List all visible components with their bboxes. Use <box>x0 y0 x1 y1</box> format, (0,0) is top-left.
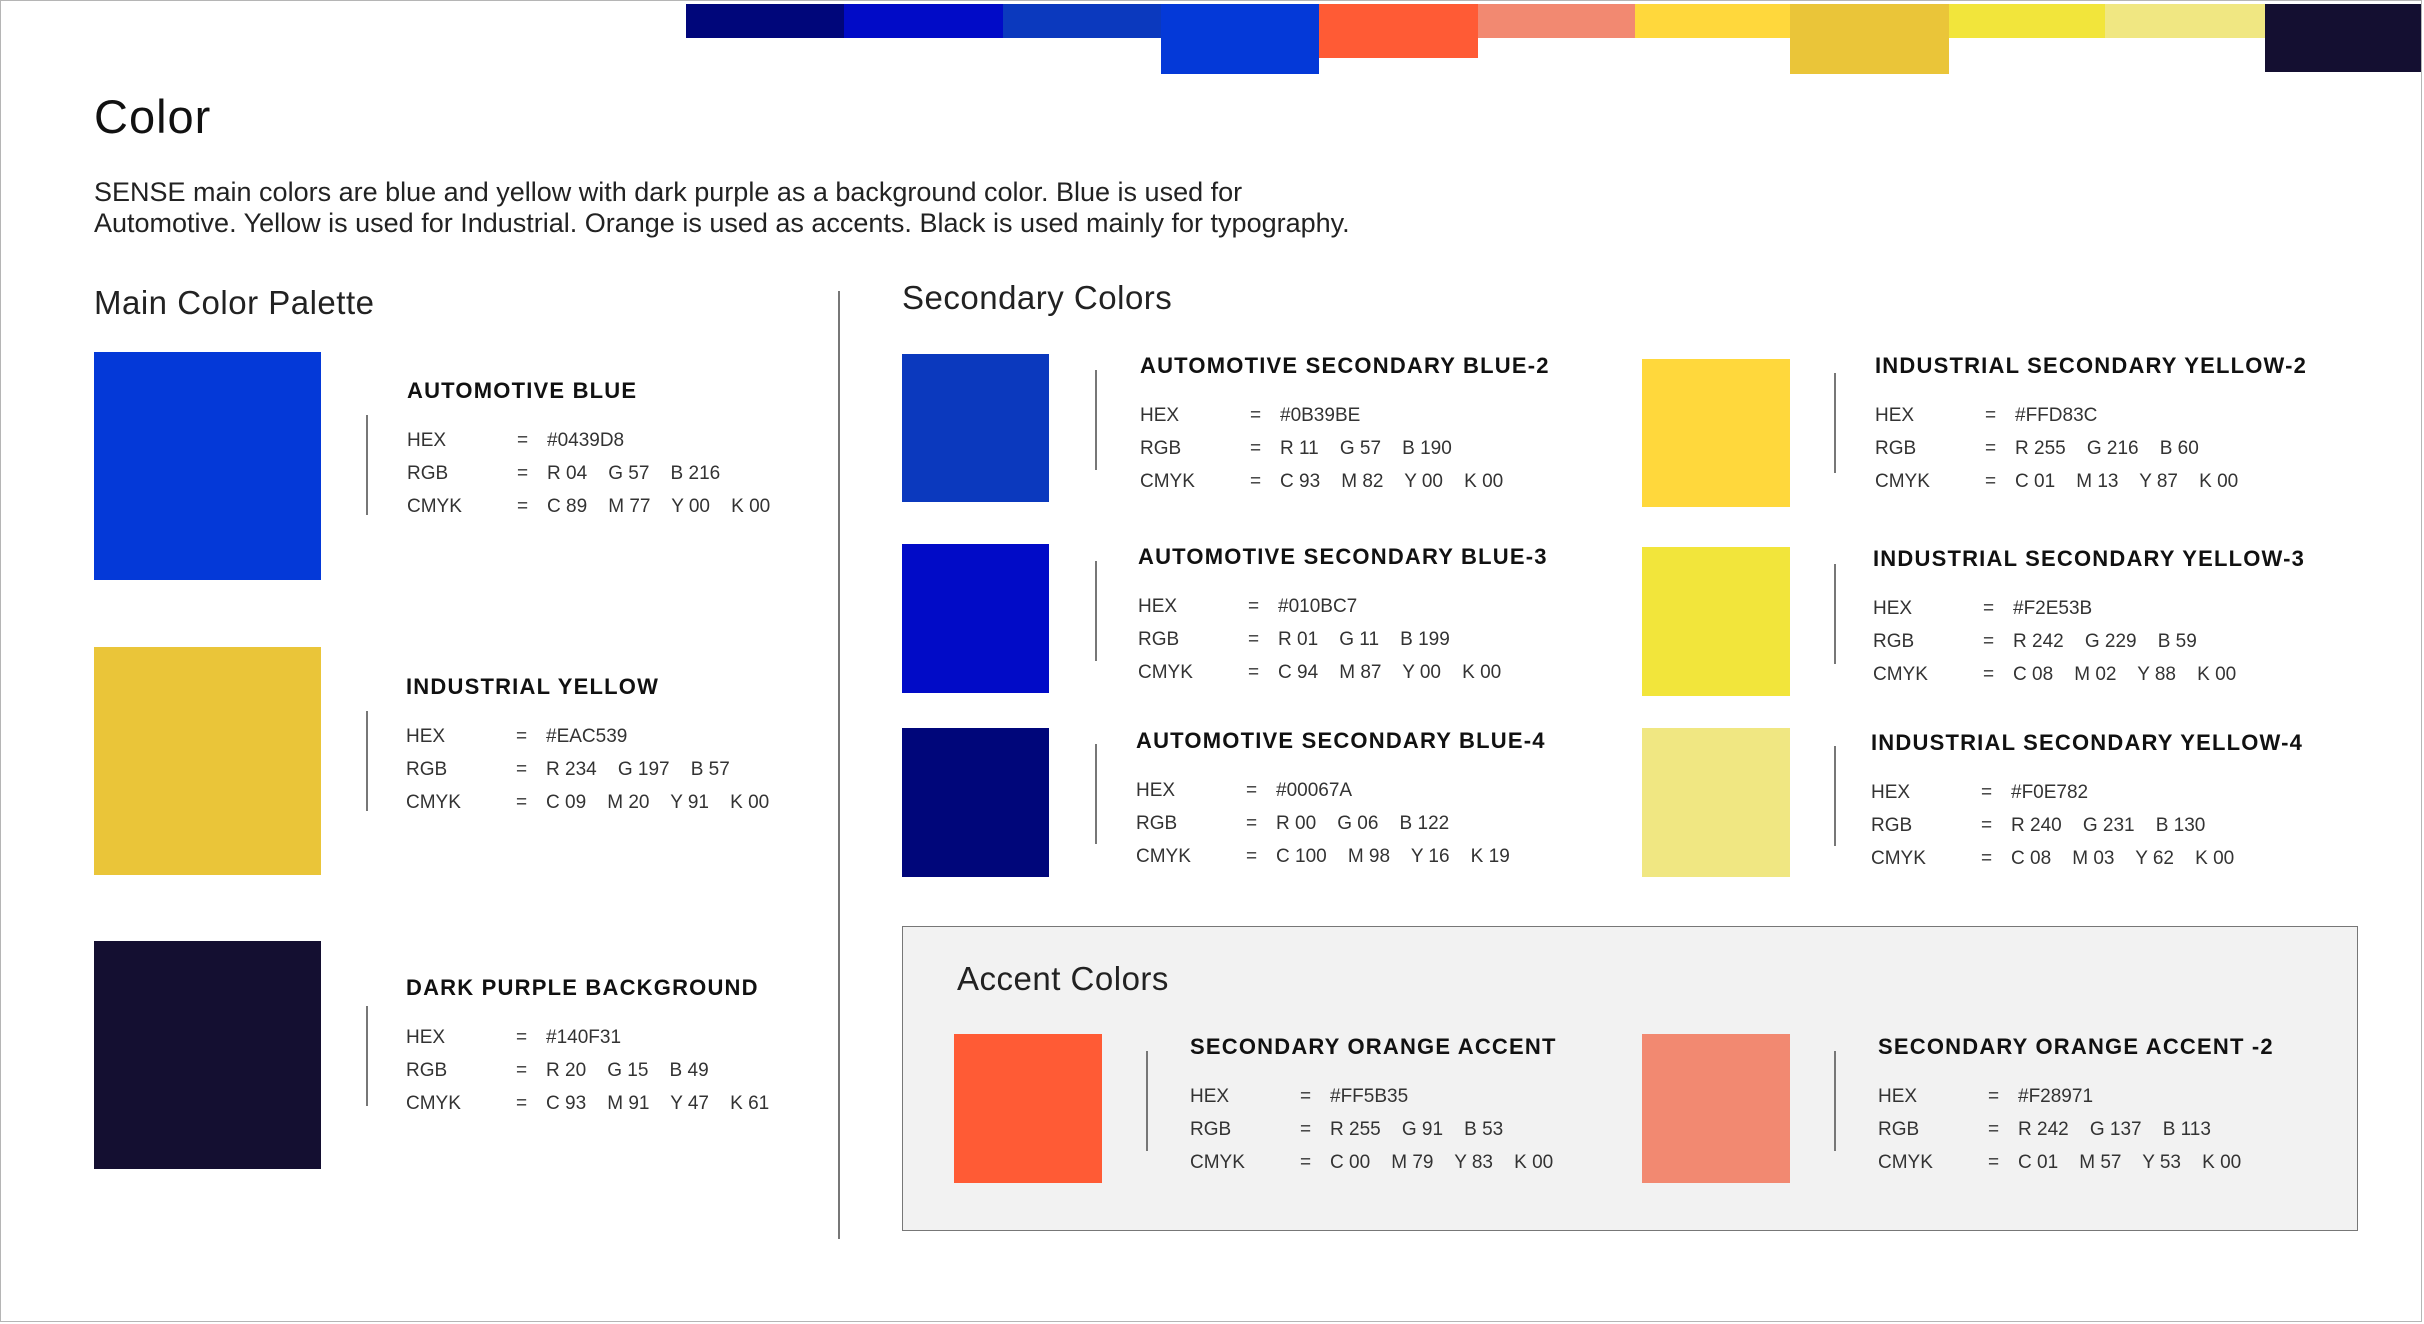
secondary-orange-accent-info <box>1190 1034 1557 1179</box>
color-name: SECONDARY ORANGE ACCENT -2 <box>1878 1034 2274 1059</box>
equals-sign: = <box>1248 629 1260 650</box>
cmyk-value: C 00 M 79 Y 83 K 00 <box>1330 1152 1554 1173</box>
cmyk-label: CMYK <box>1136 846 1191 867</box>
automotive-secondary-blue-3-swatch <box>902 544 1049 693</box>
page-title: Color <box>94 90 212 143</box>
divider-tick <box>366 1006 368 1106</box>
cmyk-label: CMYK <box>1140 471 1195 492</box>
automotive-secondary-blue-2-swatch <box>902 354 1049 502</box>
secondary-orange-accent-2-swatch <box>1642 1034 1790 1183</box>
equals-sign: = <box>517 430 529 451</box>
rgb-value: R 255 G 91 B 53 <box>1330 1119 1504 1140</box>
equals-sign: = <box>516 792 528 813</box>
equals-sign: = <box>1985 471 1997 492</box>
accent-colors-title: Accent Colors <box>957 960 1169 997</box>
automotive-blue-info <box>407 378 770 523</box>
rgb-value: R 240 G 231 B 130 <box>2011 815 2206 836</box>
divider-tick <box>1095 561 1097 661</box>
hex-label: HEX <box>406 726 446 747</box>
equals-sign: = <box>1981 815 1993 836</box>
color-name: AUTOMOTIVE SECONDARY BLUE-4 <box>1136 728 1546 753</box>
column-divider <box>838 291 840 1239</box>
divider-tick <box>1146 1051 1148 1151</box>
top-color-bar <box>2265 4 2422 72</box>
divider-tick <box>1095 744 1097 844</box>
intro-line-1: SENSE main colors are blue and yellow with dark purple as a background color. Blue is used for <box>94 177 1243 207</box>
cmyk-value: C 01 M 13 Y 87 K 00 <box>2015 471 2239 492</box>
hex-row <box>1875 399 2307 432</box>
rgb-value: R 11 G 57 B 190 <box>1280 438 1452 459</box>
cmyk-label: CMYK <box>1190 1152 1245 1173</box>
color-name: AUTOMOTIVE SECONDARY BLUE-3 <box>1138 544 1548 569</box>
cmyk-row <box>407 490 770 523</box>
equals-sign: = <box>1248 662 1260 683</box>
cmyk-value: C 01 M 57 Y 53 K 00 <box>2018 1152 2242 1173</box>
divider-tick <box>1834 564 1836 664</box>
cmyk-label: CMYK <box>1873 664 1928 685</box>
cmyk-label: CMYK <box>1878 1152 1933 1173</box>
hex-label: HEX <box>406 1027 446 1048</box>
hex-label: HEX <box>1138 596 1178 617</box>
cmyk-label: CMYK <box>407 496 462 517</box>
rgb-value: R 20 G 15 B 49 <box>546 1060 709 1081</box>
rgb-label: RGB <box>407 463 449 484</box>
color-name: AUTOMOTIVE BLUE <box>407 378 638 403</box>
cmyk-row <box>1871 842 2303 875</box>
hex-value: #F2E53B <box>2013 598 2093 619</box>
equals-sign: = <box>1981 782 1993 803</box>
industrial-secondary-yellow-3-info <box>1873 546 2305 691</box>
hex-row <box>406 1021 769 1054</box>
rgb-row <box>1873 625 2305 658</box>
hex-value: #FFD83C <box>2015 405 2098 426</box>
top-color-bar <box>1003 4 1161 38</box>
rgb-row <box>1190 1113 1557 1146</box>
equals-sign: = <box>1300 1152 1312 1173</box>
equals-sign: = <box>1985 438 1997 459</box>
rgb-label: RGB <box>1875 438 1917 459</box>
hex-row <box>1878 1080 2274 1113</box>
equals-sign: = <box>1300 1086 1312 1107</box>
rgb-label: RGB <box>1871 815 1913 836</box>
intro-line-2: Automotive. Yellow is used for Industrial. Orange is used as accents. Black is used mainly for typography. <box>94 208 1350 238</box>
cmyk-value: C 93 M 82 Y 00 K 00 <box>1280 471 1504 492</box>
dark-purple-background-info <box>406 975 769 1120</box>
equals-sign: = <box>1983 598 1995 619</box>
cmyk-value: C 08 M 03 Y 62 K 00 <box>2011 848 2235 869</box>
top-color-bar <box>1319 4 1478 58</box>
equals-sign: = <box>1246 780 1258 801</box>
rgb-label: RGB <box>406 1060 448 1081</box>
color-name: INDUSTRIAL SECONDARY YELLOW-3 <box>1873 546 2306 571</box>
hex-label: HEX <box>1878 1086 1918 1107</box>
color-name: SECONDARY ORANGE ACCENT <box>1190 1034 1557 1059</box>
color-name: INDUSTRIAL YELLOW <box>406 674 660 699</box>
rgb-value: R 04 G 57 B 216 <box>547 463 721 484</box>
hex-label: HEX <box>1190 1086 1230 1107</box>
cmyk-label: CMYK <box>1875 471 1930 492</box>
industrial-secondary-yellow-4-swatch <box>1642 728 1790 877</box>
equals-sign: = <box>1988 1119 2000 1140</box>
industrial-secondary-yellow-2-info <box>1875 353 2307 498</box>
hex-value: #FF5B35 <box>1330 1086 1409 1107</box>
equals-sign: = <box>1250 438 1262 459</box>
hex-row <box>407 424 770 457</box>
top-color-bar <box>1949 4 2105 38</box>
divider-tick <box>1095 370 1097 470</box>
rgb-label: RGB <box>1878 1119 1920 1140</box>
equals-sign: = <box>516 1060 528 1081</box>
main-palette-title: Main Color Palette <box>94 284 375 321</box>
equals-sign: = <box>517 496 529 517</box>
rgb-value: R 234 G 197 B 57 <box>546 759 730 780</box>
divider-tick <box>1834 746 1836 846</box>
hex-value: #00067A <box>1276 780 1353 801</box>
industrial-secondary-yellow-4-info <box>1871 730 2303 875</box>
cmyk-row <box>1878 1146 2274 1179</box>
hex-label: HEX <box>1873 598 1913 619</box>
color-name: INDUSTRIAL SECONDARY YELLOW-4 <box>1871 730 2304 755</box>
hex-row <box>1138 590 1548 623</box>
equals-sign: = <box>1988 1086 2000 1107</box>
equals-sign: = <box>1983 631 1995 652</box>
equals-sign: = <box>1250 471 1262 492</box>
top-color-bar <box>1478 4 1635 38</box>
cmyk-value: C 09 M 20 Y 91 K 00 <box>546 792 770 813</box>
cmyk-value: C 89 M 77 Y 00 K 00 <box>547 496 771 517</box>
top-color-bar <box>2105 4 2265 38</box>
rgb-row <box>406 753 769 786</box>
hex-value: #010BC7 <box>1278 596 1358 617</box>
rgb-value: R 01 G 11 B 199 <box>1278 629 1450 650</box>
secondary-orange-accent-swatch <box>954 1034 1102 1183</box>
hex-row <box>1190 1080 1557 1113</box>
equals-sign: = <box>516 759 528 780</box>
cmyk-label: CMYK <box>406 1093 461 1114</box>
equals-sign: = <box>1985 405 1997 426</box>
automotive-secondary-blue-4-swatch <box>902 728 1049 877</box>
rgb-row <box>406 1054 769 1087</box>
equals-sign: = <box>516 726 528 747</box>
cmyk-label: CMYK <box>406 792 461 813</box>
hex-label: HEX <box>1871 782 1911 803</box>
rgb-label: RGB <box>1873 631 1915 652</box>
equals-sign: = <box>1988 1152 2000 1173</box>
hex-value: #140F31 <box>546 1027 622 1048</box>
automotive-blue-swatch <box>94 352 321 580</box>
hex-row <box>1136 774 1546 807</box>
rgb-value: R 255 G 216 B 60 <box>2015 438 2199 459</box>
equals-sign: = <box>1248 596 1260 617</box>
industrial-yellow-info <box>406 674 769 819</box>
divider-tick <box>1834 373 1836 473</box>
equals-sign: = <box>1246 813 1258 834</box>
equals-sign: = <box>516 1027 528 1048</box>
industrial-secondary-yellow-3-swatch <box>1642 547 1790 696</box>
top-color-bar <box>844 4 1003 38</box>
cmyk-row <box>1140 465 1550 498</box>
cmyk-row <box>1136 840 1546 873</box>
cmyk-value: C 100 M 98 Y 16 K 19 <box>1276 846 1510 867</box>
hex-row <box>1871 776 2303 809</box>
hex-row <box>406 720 769 753</box>
dark-purple-background-swatch <box>94 941 321 1169</box>
rgb-label: RGB <box>1190 1119 1232 1140</box>
cmyk-row <box>1875 465 2307 498</box>
hex-label: HEX <box>1136 780 1176 801</box>
hex-row <box>1873 592 2305 625</box>
rgb-label: RGB <box>1138 629 1180 650</box>
divider-tick <box>366 711 368 811</box>
equals-sign: = <box>1983 664 1995 685</box>
rgb-value: R 242 G 229 B 59 <box>2013 631 2197 652</box>
cmyk-label: CMYK <box>1871 848 1926 869</box>
cmyk-row <box>406 786 769 819</box>
hex-value: #0439D8 <box>547 430 625 451</box>
equals-sign: = <box>1246 846 1258 867</box>
rgb-value: R 242 G 137 B 113 <box>2018 1119 2211 1140</box>
top-color-bar <box>686 4 844 38</box>
rgb-value: R 00 G 06 B 122 <box>1276 813 1450 834</box>
divider-tick <box>366 415 368 515</box>
hex-value: #EAC539 <box>546 726 628 747</box>
cmyk-row <box>1138 656 1548 689</box>
rgb-row <box>1138 623 1548 656</box>
cmyk-value: C 94 M 87 Y 00 K 00 <box>1278 662 1502 683</box>
hex-value: #F0E782 <box>2011 782 2089 803</box>
equals-sign: = <box>1300 1119 1312 1140</box>
rgb-row <box>1871 809 2303 842</box>
intro-text <box>94 177 1594 239</box>
cmyk-value: C 08 M 02 Y 88 K 00 <box>2013 664 2237 685</box>
color-name: DARK PURPLE BACKGROUND <box>406 975 759 1000</box>
hex-label: HEX <box>1875 405 1915 426</box>
divider-tick <box>1834 1051 1836 1151</box>
hex-value: #F28971 <box>2018 1086 2094 1107</box>
rgb-row <box>1875 432 2307 465</box>
equals-sign: = <box>516 1093 528 1114</box>
top-color-bar <box>1161 4 1319 74</box>
top-color-bar <box>1790 4 1949 74</box>
cmyk-row <box>406 1087 769 1120</box>
cmyk-row <box>1190 1146 1557 1179</box>
industrial-yellow-swatch <box>94 647 321 875</box>
automotive-secondary-blue-3-info <box>1138 544 1548 689</box>
automotive-secondary-blue-2-info <box>1140 353 1550 498</box>
secondary-colors-title: Secondary Colors <box>902 279 1173 316</box>
secondary-orange-accent-2-info <box>1878 1034 2274 1179</box>
hex-value: #0B39BE <box>1280 405 1361 426</box>
rgb-label: RGB <box>1136 813 1178 834</box>
rgb-row <box>1140 432 1550 465</box>
rgb-label: RGB <box>406 759 448 780</box>
cmyk-value: C 93 M 91 Y 47 K 61 <box>546 1093 770 1114</box>
color-name: INDUSTRIAL SECONDARY YELLOW-2 <box>1875 353 2308 378</box>
hex-label: HEX <box>407 430 447 451</box>
equals-sign: = <box>1250 405 1262 426</box>
top-color-bar <box>1635 4 1790 38</box>
equals-sign: = <box>517 463 529 484</box>
cmyk-row <box>1873 658 2305 691</box>
rgb-label: RGB <box>1140 438 1182 459</box>
automotive-secondary-blue-4-info <box>1136 728 1546 873</box>
hex-label: HEX <box>1140 405 1180 426</box>
rgb-row <box>1878 1113 2274 1146</box>
hex-row <box>1140 399 1550 432</box>
cmyk-label: CMYK <box>1138 662 1193 683</box>
rgb-row <box>1136 807 1546 840</box>
industrial-secondary-yellow-2-swatch <box>1642 359 1790 507</box>
equals-sign: = <box>1981 848 1993 869</box>
color-name: AUTOMOTIVE SECONDARY BLUE-2 <box>1140 353 1550 378</box>
rgb-row <box>407 457 770 490</box>
